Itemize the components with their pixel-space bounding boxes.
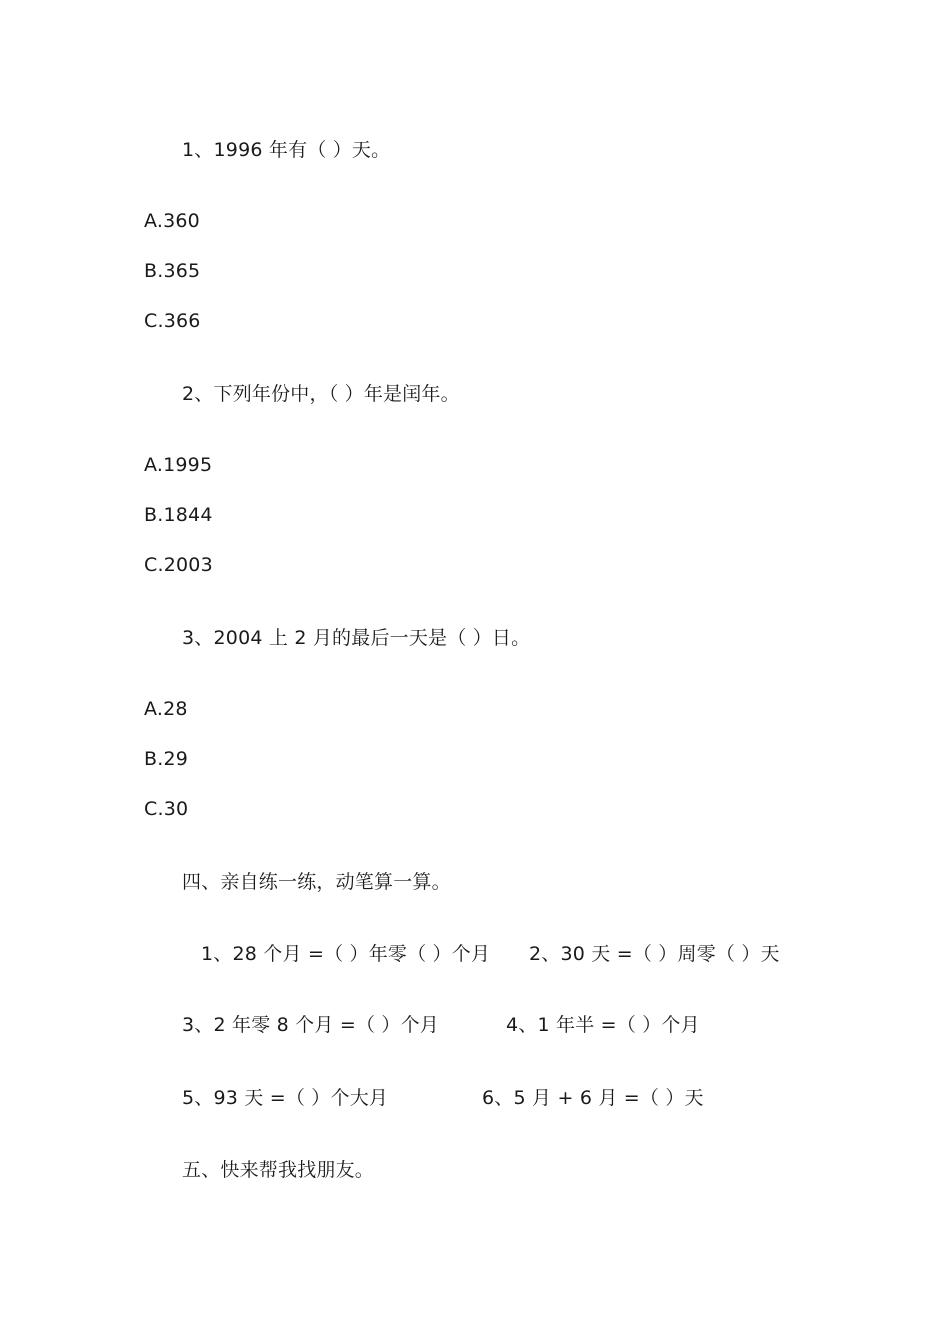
question-3-option-a: A.28 [144,698,188,720]
section-4-item-4: 4、1 年半 =（ ）个月 [506,1014,700,1036]
question-2-option-c: C.2003 [144,554,213,576]
section-4-item-1: 1、28 个月 =（ ）年零（ ）个月 [201,943,491,965]
question-3-stem: 3、2004 上 2 月的最后一天是（ ）日。 [182,627,531,649]
section-4-title: 四、亲自练一练，动笔算一算。 [182,871,451,893]
section-4-item-6: 6、5 月 + 6 月 =（ ）天 [482,1087,704,1109]
section-4-item-2: 2、30 天 =（ ）周零（ ）天 [529,943,780,965]
question-3-option-b: B.29 [144,748,189,770]
question-2-option-a: A.1995 [144,454,213,476]
question-3-option-c: C.30 [144,798,189,820]
question-1-option-b: B.365 [144,260,201,282]
question-1-stem: 1、1996 年有（ ）天。 [182,139,391,161]
section-4-item-5: 5、93 天 =（ ）个大月 [182,1087,389,1109]
question-1-option-a: A.360 [144,210,200,232]
question-2-stem: 2、下列年份中，（ ）年是闰年。 [182,383,460,405]
section-5-title: 五、快来帮我找朋友。 [182,1159,375,1181]
section-4-item-3: 3、2 年零 8 个月 =（ ）个月 [182,1014,439,1036]
question-2-option-b: B.1844 [144,504,213,526]
question-1-option-c: C.366 [144,310,201,332]
